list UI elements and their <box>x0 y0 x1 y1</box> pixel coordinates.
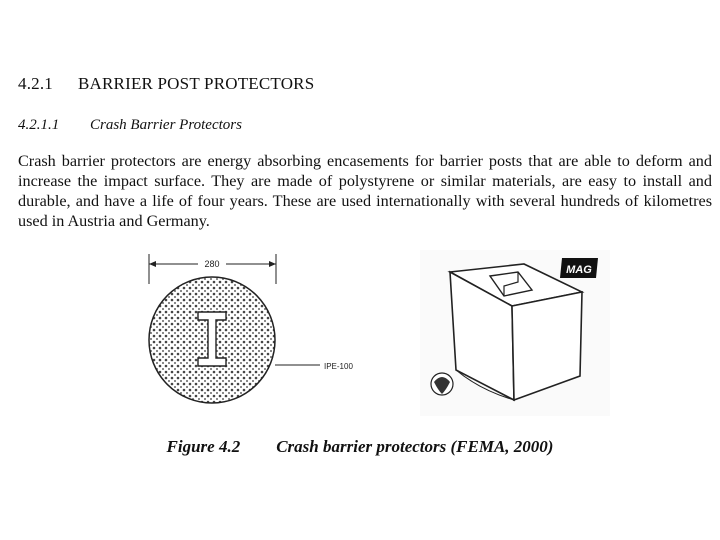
body-paragraph: Crash barrier protectors are energy absorbing encasements for barrier posts that are able to deform and increase the impact surface. They are made of polystyrene or similar materials, are easy to install and durable, and have a life of four years. These are used internationally with several hundreds of kilometres used in Austria and Germany. <box>18 152 712 230</box>
dimension-label: 280 <box>204 259 220 269</box>
mag-logo <box>560 258 598 278</box>
profile-label: IPE-100 <box>324 362 353 371</box>
section-heading <box>18 74 314 94</box>
emblem-icon <box>431 373 453 395</box>
figure-caption-text: Crash barrier protectors (FEMA, 2000) <box>276 437 554 456</box>
logo-text: MAG <box>566 264 592 276</box>
subsection-title: Crash Barrier Protectors <box>90 117 242 133</box>
figure-number: Figure 4.2 <box>166 437 241 456</box>
section-title: BARRIER POST PROTECTORS <box>78 74 315 93</box>
protector-top-view-drawing <box>140 250 380 430</box>
figure-caption <box>0 437 720 457</box>
subsection-number: 4.2.1.1 <box>18 117 60 133</box>
section-number: 4.2.1 <box>18 74 53 93</box>
subsection-heading <box>18 117 242 134</box>
protector-3d-sketch <box>420 250 610 416</box>
